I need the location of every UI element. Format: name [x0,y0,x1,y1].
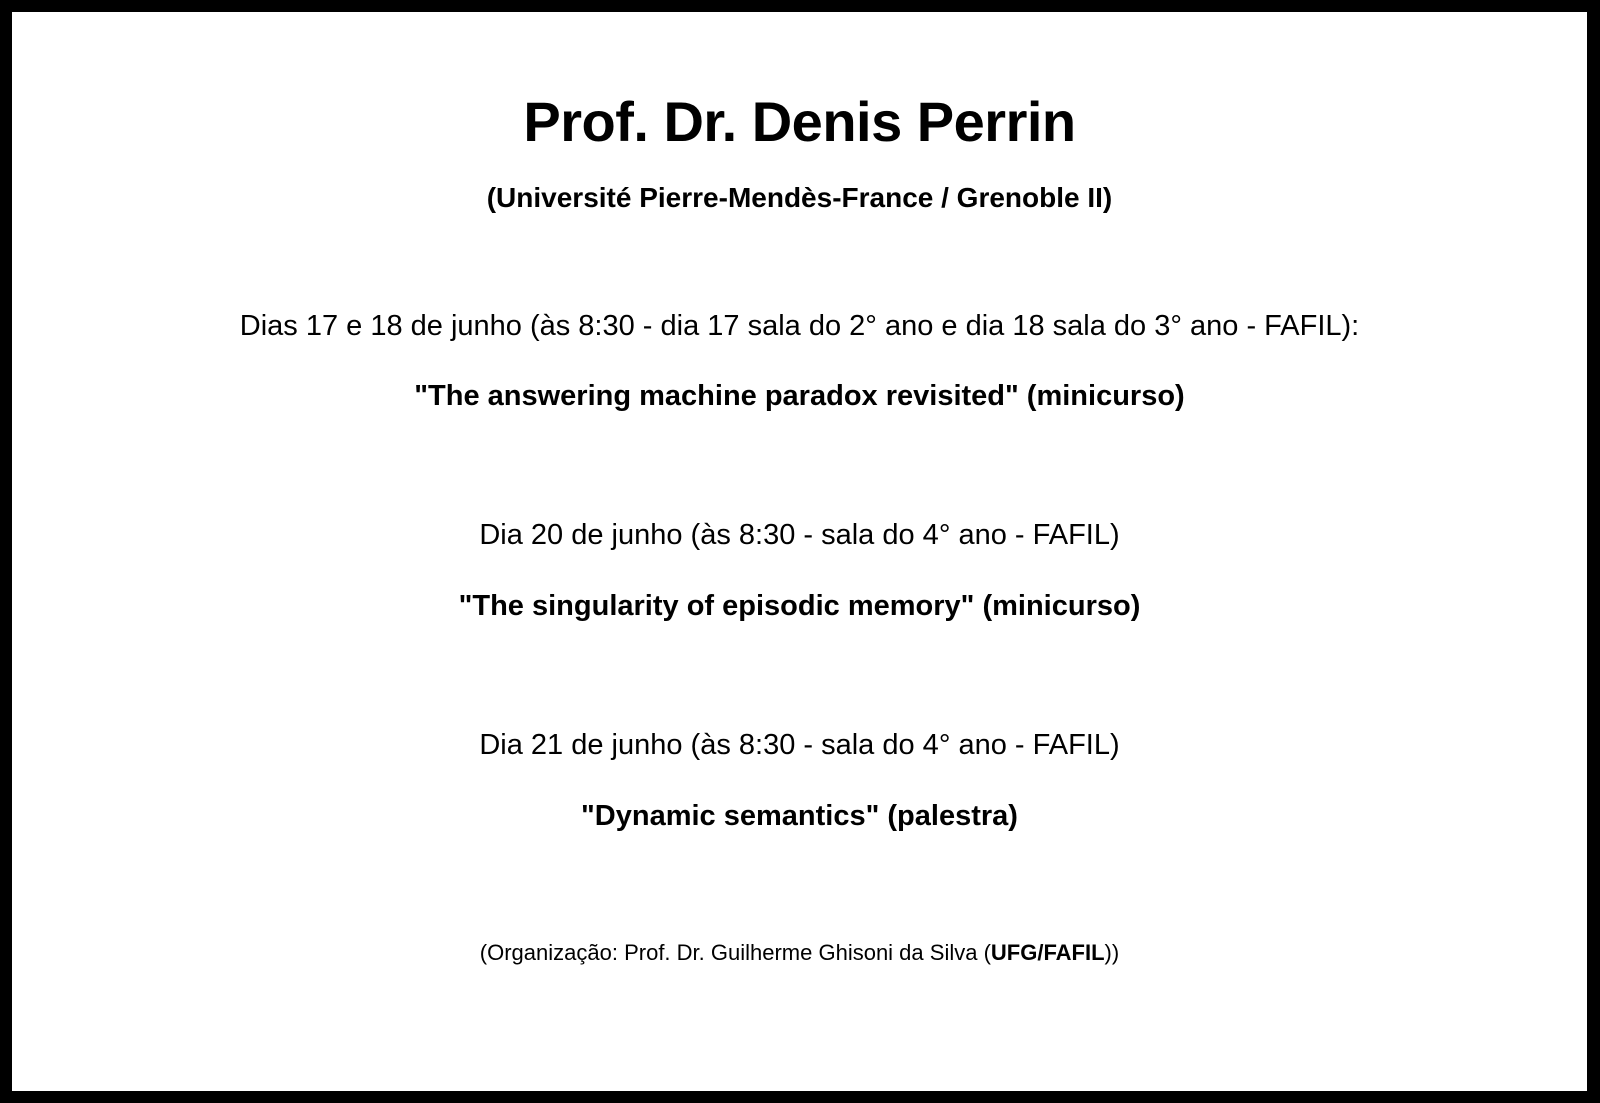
session-1-schedule: Dias 17 e 18 de junho (às 8:30 - dia 17 sala do 2° ano e dia 18 sala do 3° ano - FAFIL): [239,310,1360,342]
organizer-note [12,942,1587,964]
session-2-schedule: Dia 20 de junho (às 8:30 - sala do 4° ano - FAFIL) [479,519,1120,551]
session-3-schedule: Dia 21 de junho (às 8:30 - sala do 4° ano - FAFIL) [479,729,1120,761]
organizer-institution: UFG/FAFIL [990,940,1105,965]
speaker-title: Prof. Dr. Denis Perrin [523,90,1076,153]
session-2-topic: "The singularity of episodic memory" (minicurso) [458,590,1141,622]
speaker-affiliation: (Université Pierre-Mendès-France / Grenoble II) [486,182,1113,213]
organizer-prefix: (Organização: Prof. Dr. Guilherme Ghisoni da Silva ( [479,940,991,965]
flyer-page [12,12,1587,1091]
session-1-topic: "The answering machine paradox revisited" (minicurso) [414,380,1185,412]
session-3-topic: "Dynamic semantics" (palestra) [581,800,1018,832]
organizer-suffix: )) [1104,940,1120,965]
